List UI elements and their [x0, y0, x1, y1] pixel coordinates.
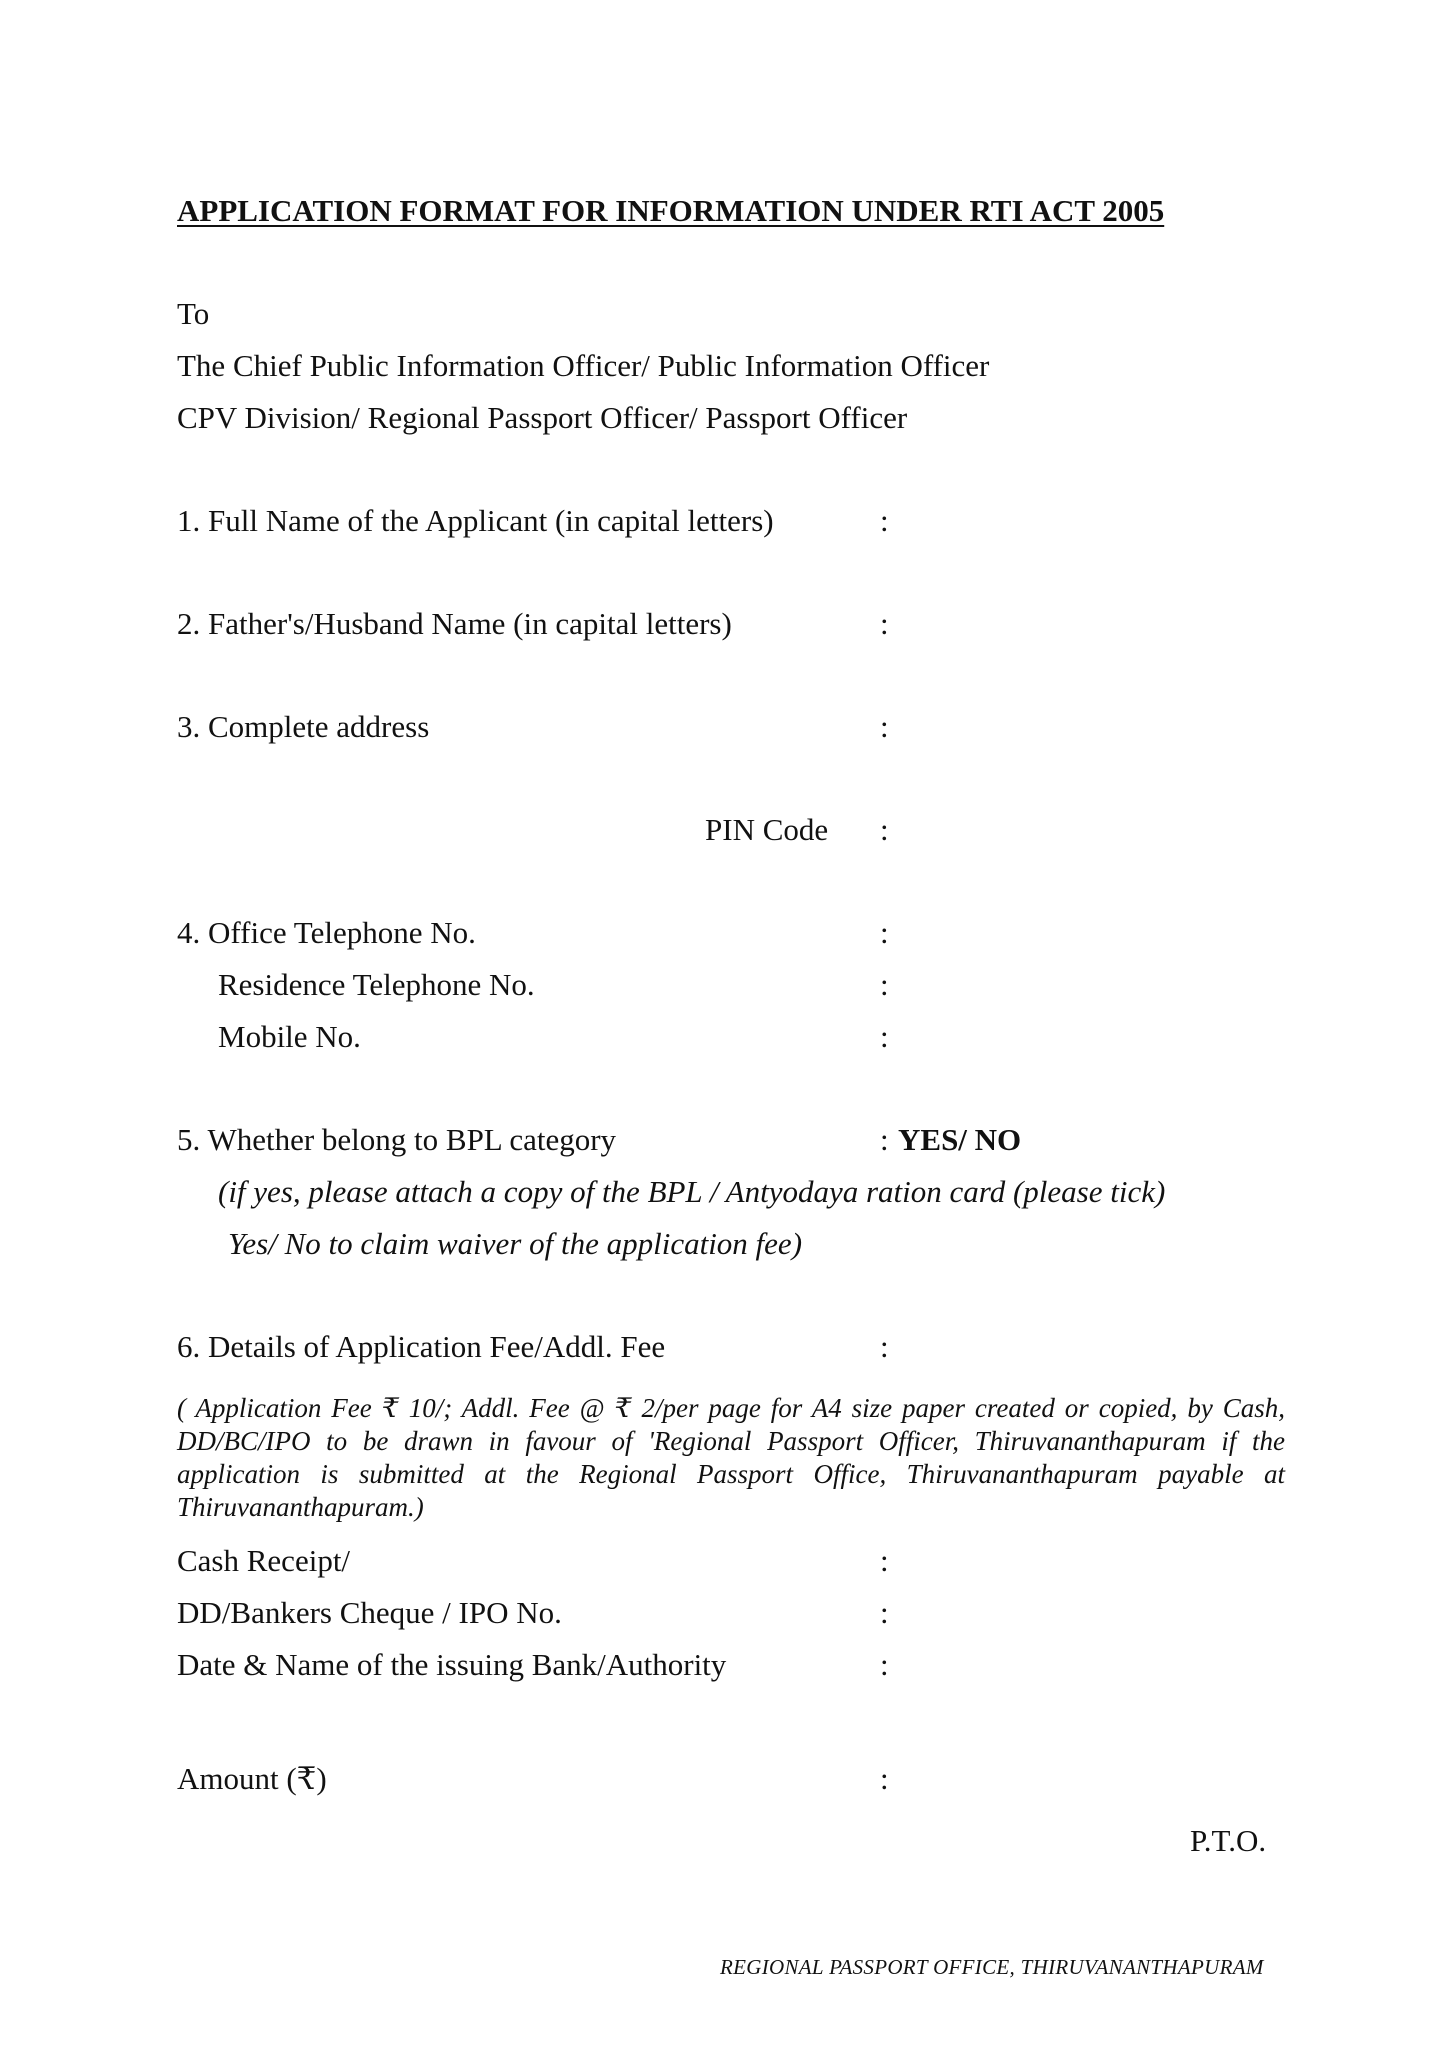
father-husband-name-label: 2. Father's/Husband Name (in capital letters) [177, 606, 732, 641]
amount-colon: : [880, 1761, 889, 1796]
fee-details-label: 6. Details of Application Fee/Addl. Fee [177, 1329, 666, 1364]
residence-phone-colon: : [880, 967, 889, 1002]
pin-code-label: PIN Code [705, 812, 829, 847]
footer-office-name: REGIONAL PASSPORT OFFICE, THIRUVANANTHAPURAM [720, 1955, 1264, 1979]
address-colon: : [880, 709, 889, 744]
office-phone-label: 4. Office Telephone No. [177, 915, 476, 950]
address-label: 3. Complete address [177, 709, 430, 744]
cash-receipt-label: Cash Receipt/ [177, 1543, 351, 1578]
pin-code-colon: : [880, 812, 889, 847]
document-title: APPLICATION FORMAT FOR INFORMATION UNDER RTI ACT 2005 [177, 193, 1165, 228]
amount-label: Amount (₹) [177, 1761, 327, 1796]
issuing-bank-label: Date & Name of the issuing Bank/Authority [177, 1647, 727, 1682]
father-husband-name-colon: : [880, 606, 889, 641]
addressee-line-1: The Chief Public Information Officer/ Public Information Officer [177, 348, 990, 383]
mobile-label: Mobile No. [218, 1019, 361, 1054]
bpl-answer: YES/ NO [898, 1122, 1022, 1157]
addressee-line-2: CPV Division/ Regional Passport Officer/ Passport Officer [177, 400, 908, 435]
residence-phone-label: Residence Telephone No. [218, 967, 535, 1002]
dd-number-label: DD/Bankers Cheque / IPO No. [177, 1595, 562, 1630]
full-name-label: 1. Full Name of the Applicant (in capital letters) [177, 503, 774, 538]
dd-number-colon: : [880, 1595, 889, 1630]
pto-text: P.T.O. [1190, 1823, 1267, 1858]
fee-details-colon: : [880, 1329, 889, 1364]
office-phone-colon: : [880, 915, 889, 950]
bpl-note-line-1: (if yes, please attach a copy of the BPL / Antyodaya ration card (please tick) [218, 1174, 1166, 1209]
bpl-note-line-2: Yes/ No to claim waiver of the application fee) [228, 1226, 803, 1261]
mobile-colon: : [880, 1019, 889, 1054]
fee-note: ( Application Fee ₹ 10/; Addl. Fee @ ₹ 2/per page for A4 size paper created or copied, by Cash, DD/BC/IPO to be drawn in favour of 'Regional Passport Officer, Thiruvananthapuram if the application is submitted at the Regional Passport Office, Thiruvananthapuram payable at Thiruvananthapuram.) [177, 1393, 1285, 1522]
bpl-category-label: 5. Whether belong to BPL category [177, 1122, 617, 1157]
bpl-category-colon: : [880, 1122, 889, 1157]
to-label: To [177, 296, 210, 331]
full-name-colon: : [880, 503, 889, 538]
cash-receipt-colon: : [880, 1543, 889, 1578]
issuing-bank-colon: : [880, 1647, 889, 1682]
